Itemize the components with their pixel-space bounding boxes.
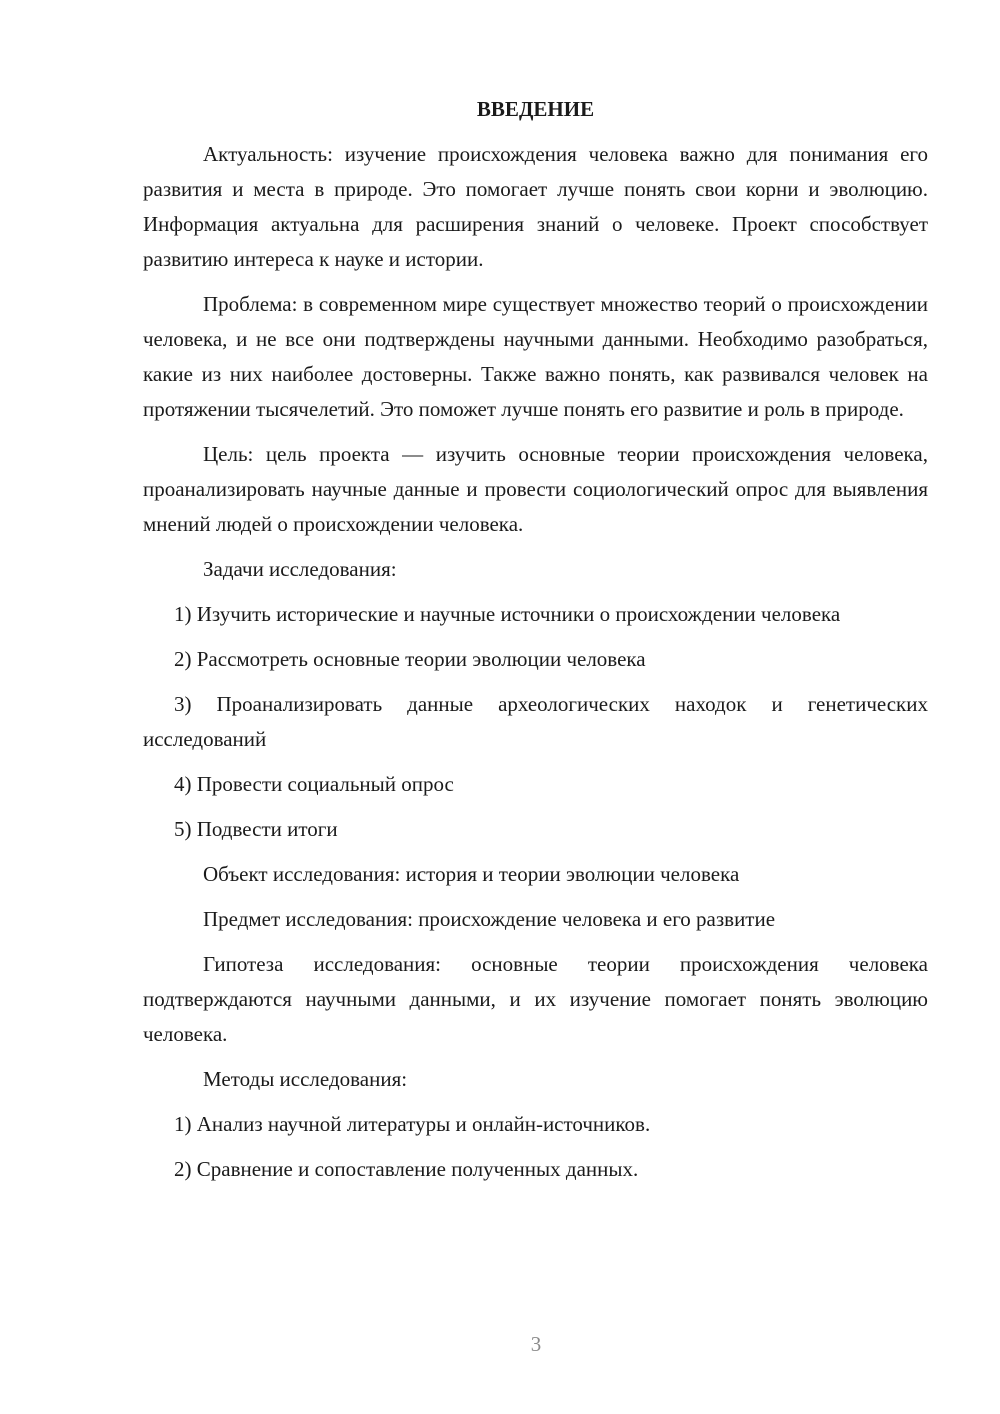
method-item: 2) Сравнение и сопоставление полученных данных. (174, 1157, 639, 1181)
tasks-heading: Задачи исследования: (203, 557, 397, 581)
section-title: ВВЕДЕНИЕ (476, 97, 595, 121)
method-item: 1) Анализ научной литературы и онлайн-источников. (174, 1112, 651, 1136)
task-item: 1) Изучить исторические и научные источники о происхождении человека (174, 602, 841, 626)
hypothesis-paragraph: Гипотеза исследования: основные теории происхождения человека подтверждаются научными данными, и их изучение помогает понять эволюцию человека. (143, 952, 928, 1046)
task-item: 3) Проанализировать данные археологических находок и генетических исследований (143, 692, 928, 751)
task-item: 4) Провести социальный опрос (174, 772, 454, 796)
methods-heading: Методы исследования: (203, 1067, 408, 1091)
problem-paragraph: Проблема: в современном мире существует множество теорий о происхождении человека, и не все они подтверждены научными данными. Необходимо разобраться, какие из них наиболее достоверны. Также важно понять, как развивался человек на протяжении тысячелетий. Это поможет лучше понять его развитие и роль в природе. (143, 292, 928, 421)
task-item: 5) Подвести итоги (174, 817, 338, 841)
relevance-paragraph: Актуальность: изучение происхождения человека важно для понимания его развития и места в природе. Это помогает лучше понять свои корни и эволюцию. Информация актуальна для расширения знаний о человеке. Проект способствует развитию интереса к науке и истории. (143, 142, 928, 271)
goal-paragraph: Цель: цель проекта — изучить основные теории происхождения человека, проанализировать научные данные и провести социологический опрос для выявления мнений людей о происхождении человека. (143, 442, 928, 536)
subject-paragraph: Предмет исследования: происхождение человека и его развитие (203, 907, 776, 931)
page-number: 3 (530, 1332, 542, 1356)
document-page (143, 92, 928, 1197)
object-paragraph: Объект исследования: история и теории эволюции человека (203, 862, 740, 886)
task-item: 2) Рассмотреть основные теории эволюции человека (174, 647, 646, 671)
